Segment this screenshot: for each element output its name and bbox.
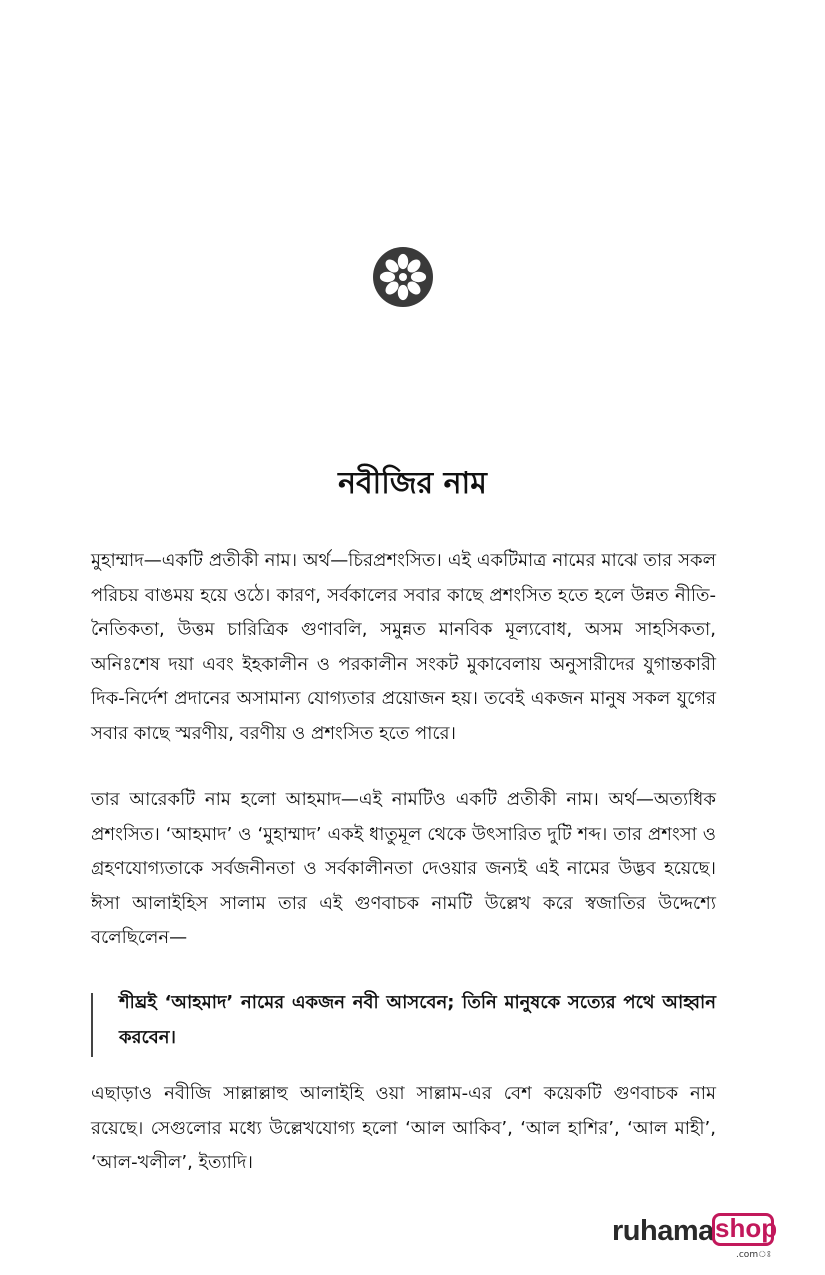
- logo-word-shop: shop: [715, 1213, 778, 1243]
- paragraph-muhammad: মুহাম্মাদ—একটি প্রতীকী নাম। অর্থ—চিরপ্রশংসিত। এই একটিমাত্র নামের মাঝে তার সকল পরিচয় বাঙময় হয়ে ওঠে। কারণ, সর্বকালের সবার কাছে প্রশংসিত হতে হলে উন্নত নীতি-নৈতিকতা, উত্তম চারিত্রিক গুণাবলি, সমুন্নত মানবিক মূল্যবোধ, অসম সাহসিকতা, অনিঃশেষ দয়া এবং ইহকালীন ও পরকালীন সংকট মুকাবেলায় অনুসারীদের যুগান্তকারী দিক-নির্দেশ প্রদানের অসামান্য যোগ্যতার প্রয়োজন হয়। তবেই একজন মানুষ সকল যুগের সবার কাছে স্মরণীয়, বরণীয় ও প্রশংসিত হতে পারে।: [91, 550, 716, 744]
- chapter-title: নবীজির নাম: [338, 466, 487, 501]
- paragraph-ahmad: তার আরেকটি নাম হলো আহমাদ—এই নামটিও একটি প্রতীকী নাম। অর্থ—অত্যধিক প্রশংসিত। ‘আহমাদ’ ও ‘মুহাম্মাদ’ একই ধাতুমূল থেকে উৎসারিত দুটি শব্দ। তার প্রশংসা ও গ্রহণযোগ্যতাকে সর্বজনীনতা ও সর্বকালীনতা দেওয়ার জন্যই এই নামের উদ্ভব হয়েছে। ঈসা আলাইহিস সালাম তার এই গুণবাচক নামটি উল্লেখ করে স্বজাতির উদ্দেশ্যে বলেছিলেন—: [91, 789, 716, 949]
- paragraph-other-names: এছাড়াও নবীজি সাল্লাল্লাহু আলাইহি ওয়া সাল্লাম-এর বেশ কয়েকটি গুণবাচক নাম রয়েছে। সেগুলোর মধ্যে উল্লেখযোগ্য হলো ‘আল আকিব’, ‘আল হাশির’, ‘আল মাহী’, ‘আল-খলীল’, ইত্যাদি।: [91, 1083, 716, 1174]
- quote-text: শীঘ্রই ‘আহমাদ’ নামের একজন নবী আসবেন; তিনি মানুষকে সত্যের পথে আহ্বান করবেন।: [119, 992, 716, 1048]
- logo-shop-badge: [712, 1213, 778, 1246]
- ruhamashop-logo: [612, 1211, 777, 1261]
- logo-domain: .comঃ: [736, 1250, 772, 1260]
- blockquote: [91, 993, 716, 1057]
- flower-medallion-icon: [372, 246, 434, 308]
- logo-word-ruhama: ruhama: [612, 1215, 714, 1247]
